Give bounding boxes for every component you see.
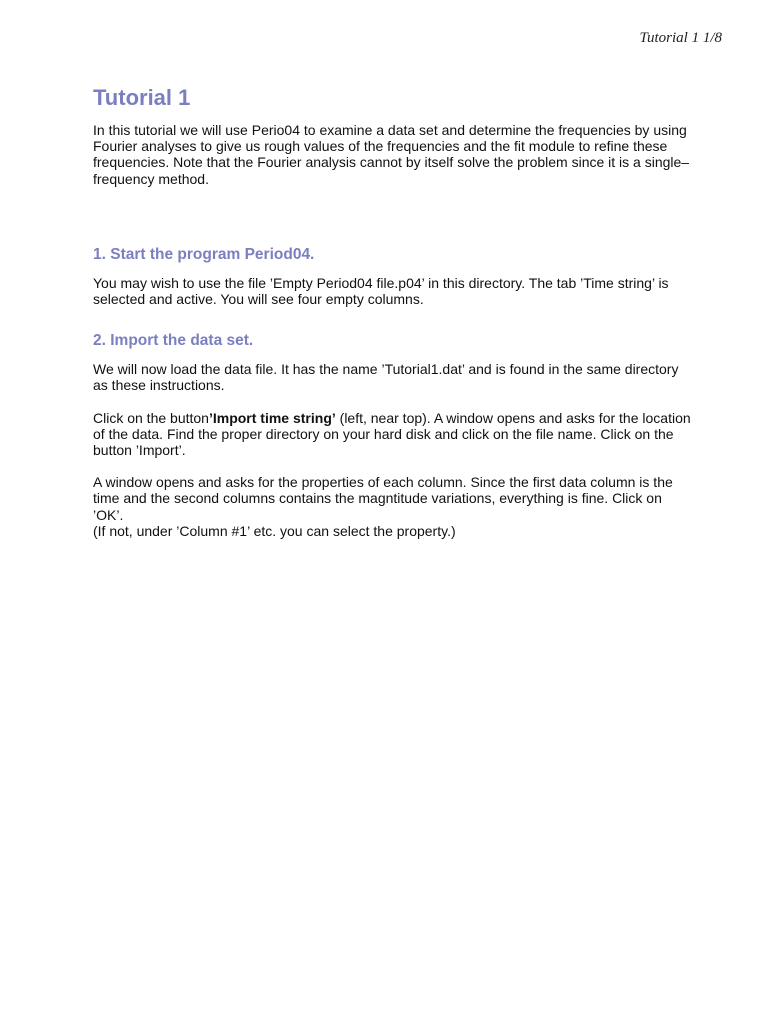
column-properties-paragraph <box>93 474 693 539</box>
section-import-data <box>93 331 693 539</box>
section-paragraph: You may wish to use the file ’Empty Period04 file.p04’ in this directory. The tab ’Time string’ is selected and active. You will see four empty columns. <box>93 274 669 308</box>
text-run: (If not, under ’Column #1’ etc. you can select the property.) <box>93 522 456 539</box>
text-run: (left, near top). A window opens and asks for the location of the data. Find the proper directory on your hard disk and click on the file name. Click on the button ’Import’. <box>93 409 691 459</box>
section-start-program <box>93 245 693 307</box>
section-heading: 2. Import the data set. <box>93 332 254 350</box>
import-button-name: ’Import time string’ <box>208 409 336 426</box>
text-run: A window opens and asks for the properties of each column. Since the first data column is the time and the second columns contains the magntitude variations, everything is fine. Click on ’OK’. <box>93 474 673 523</box>
text-run: Click on the button <box>93 409 209 426</box>
document-title: Tutorial 1 <box>93 85 191 110</box>
running-header: Tutorial 1 1/8 <box>639 30 722 46</box>
document-body <box>93 84 693 563</box>
import-instruction-paragraph <box>93 410 693 459</box>
intro-paragraph: In this tutorial we will use Perio04 to examine a data set and determine the frequencies by using Fourier analyses to give us rough values of the frequencies and the fit module to refine these frequencies. Note that the Fourier analysis cannot by itself solve the problem since it is a single–frequency method. <box>93 122 690 187</box>
section-heading: 1. Start the program Period04. <box>93 245 315 263</box>
section-paragraph: We will now load the data file. It has the name ’Tutorial1.dat’ and is found in the same directory as these instructions. <box>93 361 679 394</box>
